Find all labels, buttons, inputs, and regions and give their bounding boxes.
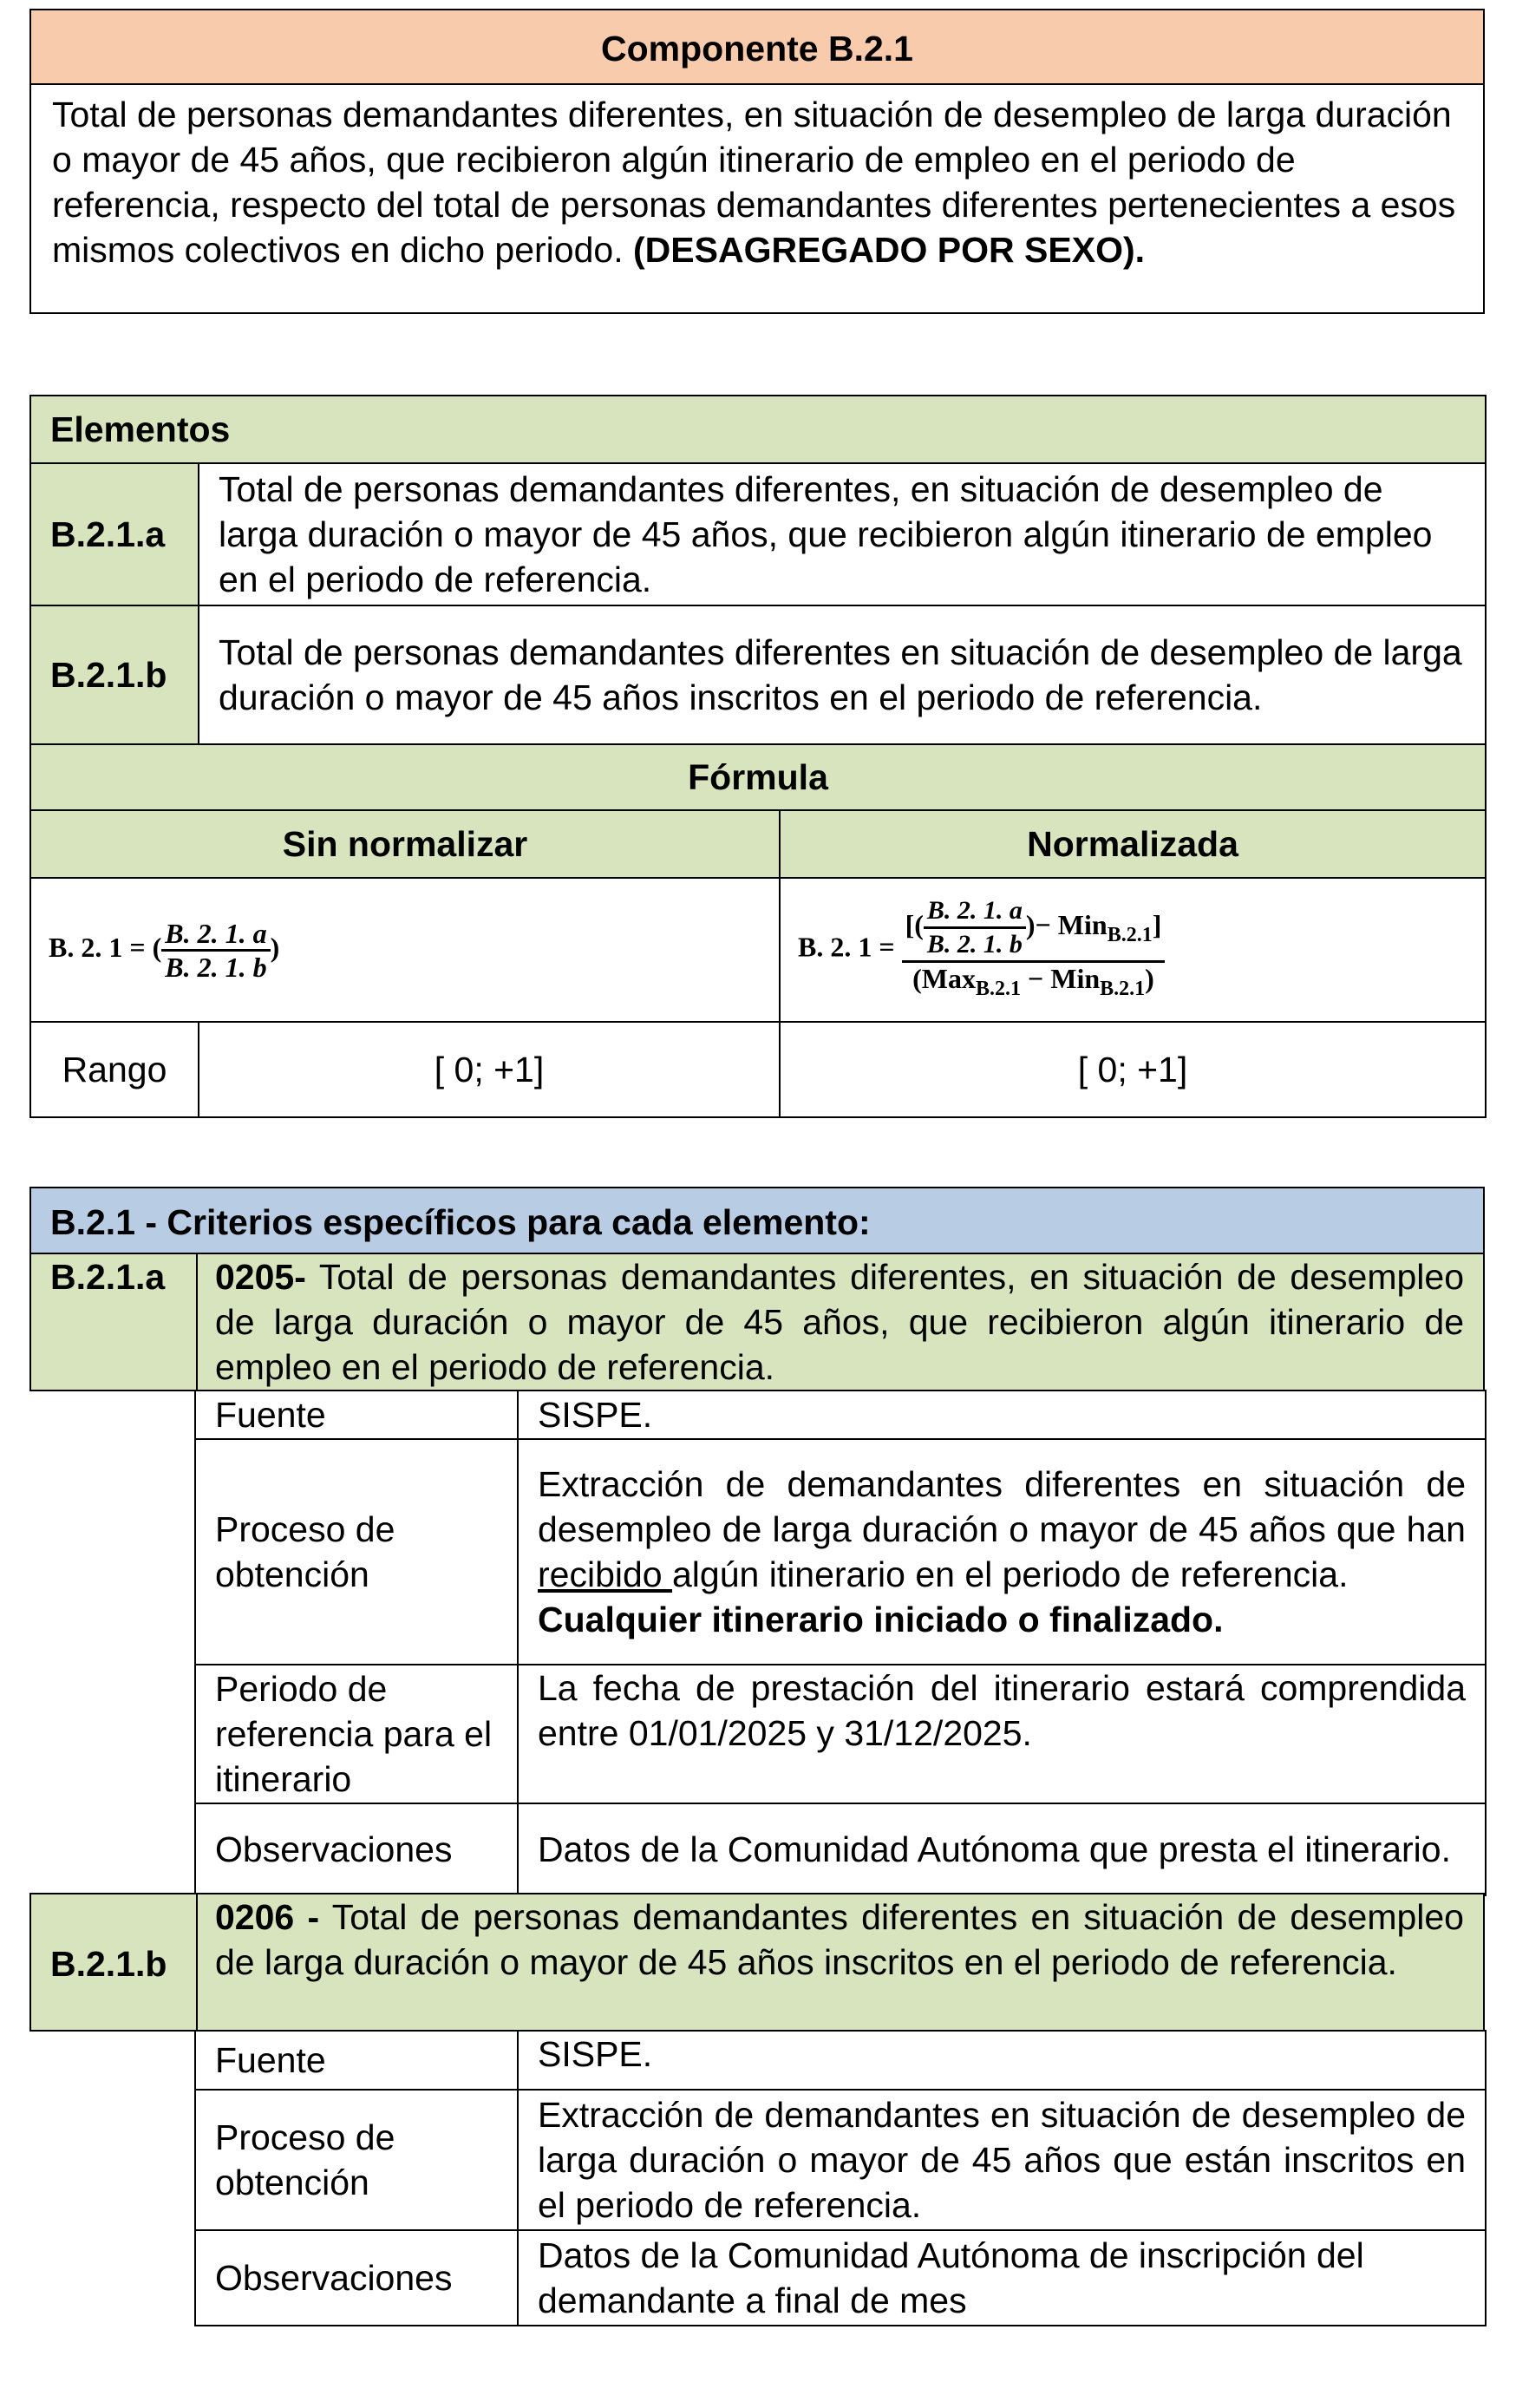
element-code: B.2.1.b <box>30 605 199 744</box>
criteria-a-proceso-label: Proceso de obtención <box>195 1439 518 1665</box>
element-row <box>30 463 1486 605</box>
criteria-a-code: B.2.1.a <box>29 1253 198 1391</box>
criteria-a-fuente-label: Fuente <box>195 1390 518 1439</box>
range-label: Rango <box>30 1022 199 1117</box>
range-normalized: [ 0; +1] <box>780 1022 1486 1117</box>
formula-norm-close-inner: ) <box>1025 908 1036 940</box>
formula-col-normalized: Normalizada <box>780 810 1486 878</box>
criteria-a-proceso-text: Extracción de demandantes diferentes en situación de desempleo de larga duración o mayor de 45 años que han <box>538 1464 1466 1549</box>
formula-norm-open: [( <box>905 908 924 940</box>
criteria-b-id: 0206 - <box>215 1897 320 1937</box>
criteria-b-fuente: SISPE. <box>518 2031 1486 2090</box>
range-raw: [ 0; +1] <box>199 1022 780 1117</box>
criteria-a-proceso-text-2: algún itinerario en el periodo de referencia. <box>671 1554 1349 1594</box>
element-text: Total de personas demandantes diferentes, en situación de desempleo de larga duración o mayor de 45 años, que recibieron algún itinerario de empleo en el periodo de referencia. <box>199 463 1486 605</box>
criteria-b-proceso-label: Proceso de obtención <box>195 2090 518 2230</box>
criteria-b-obs: Datos de la Comunidad Autónoma de inscripción del demandante a final de mes <box>518 2230 1486 2326</box>
criteria-b-code: B.2.1.b <box>29 1893 198 2032</box>
component-title: Componente B.2.1 <box>29 9 1485 85</box>
criteria-a-title <box>196 1253 1485 1391</box>
component-block <box>29 9 1485 314</box>
formula-norm-sub: B.2.1 <box>1107 923 1153 946</box>
criteria-b-fuente-label: Fuente <box>195 2031 518 2090</box>
formula-norm-inner-num: B. 2. 1. a <box>924 897 1026 929</box>
criteria-b-text: Total de personas demandantes diferentes en situación de desempleo de larga duración o mayor de 45 años inscritos en el periodo de referencia. <box>215 1897 1464 1982</box>
criteria-a-proceso-underlined: recibido <box>538 1554 672 1594</box>
formula-raw-lhs: B. 2. 1 = ( <box>49 931 162 963</box>
element-row <box>30 605 1486 744</box>
criteria-a-fuente: SISPE. <box>518 1390 1486 1439</box>
criteria-a-table <box>194 1390 1487 1896</box>
formula-norm-den-sub2: B.2.1 <box>1100 978 1146 1000</box>
element-text: Total de personas demandantes diferentes en situación de desempleo de larga duración o mayor de 45 años inscritos en el periodo de referencia. <box>199 605 1486 744</box>
formula-norm-inner-den: B. 2. 1. b <box>926 930 1023 959</box>
criteria-b-table <box>194 2030 1487 2326</box>
criteria-b-obs-label: Observaciones <box>195 2230 518 2326</box>
formula-raw-num: B. 2. 1. a <box>161 919 270 952</box>
formula-norm-lhs: B. 2. 1 = <box>798 931 895 963</box>
criteria-a-proceso <box>518 1439 1486 1665</box>
criteria-a-periodo-label: Periodo de referencia para el itinerario <box>195 1665 518 1803</box>
formula-norm-den-max: (Max <box>912 963 976 994</box>
formula-norm-minus-min: − Min <box>1035 908 1108 940</box>
component-description <box>29 85 1485 314</box>
formula-norm-den-sub1: B.2.1 <box>975 978 1021 1000</box>
criteria-a-text: Total de personas demandantes diferentes, en situación de desempleo de larga duración o mayor de 45 años, que recibieron algún itinerario de empleo en el periodo de referencia. <box>215 1257 1464 1387</box>
formula-norm-den-close: ) <box>1145 963 1154 994</box>
formula-norm-close-bracket: ] <box>1152 908 1162 940</box>
elements-table <box>29 395 1487 1118</box>
formula-col-raw: Sin normalizar <box>30 810 780 878</box>
formula-norm-den-minus: − Min <box>1021 963 1101 994</box>
criteria-a-obs-label: Observaciones <box>195 1803 518 1895</box>
formula-raw <box>30 878 780 1022</box>
criteria-a-proceso-bold: Cualquier itinerario iniciado o finalizado. <box>538 1600 1224 1639</box>
criteria-a-obs: Datos de la Comunidad Autónoma que presta el itinerario. <box>518 1803 1486 1895</box>
formula-header: Fórmula <box>30 744 1486 810</box>
formula-raw-close: ) <box>270 931 280 963</box>
component-description-text: Total de personas demandantes diferentes, en situación de desempleo de larga duración o mayor de 45 años, que recibieron algún itinerario de empleo en el periodo de referencia, respecto del total de personas demandantes diferentes pertenecientes a esos mismos colectivos en dicho periodo. <box>52 95 1456 270</box>
formula-normalized <box>780 878 1486 1022</box>
element-code: B.2.1.a <box>30 463 199 605</box>
elements-header: Elementos <box>30 396 1486 463</box>
criteria-b-title <box>196 1893 1485 2032</box>
formula-raw-den: B. 2. 1. b <box>165 951 267 983</box>
criteria-a-id: 0205- <box>215 1257 306 1297</box>
criteria-header: B.2.1 - Criterios específicos para cada elemento: <box>29 1187 1485 1254</box>
criteria-a-periodo: La fecha de prestación del itinerario estará comprendida entre 01/01/2025 y 31/12/2025. <box>518 1665 1486 1803</box>
criteria-b-proceso: Extracción de demandantes en situación de desempleo de larga duración o mayor de 45 años que están inscritos en el periodo de referencia. <box>518 2090 1486 2230</box>
component-description-bold: (DESAGREGADO POR SEXO). <box>633 230 1146 270</box>
